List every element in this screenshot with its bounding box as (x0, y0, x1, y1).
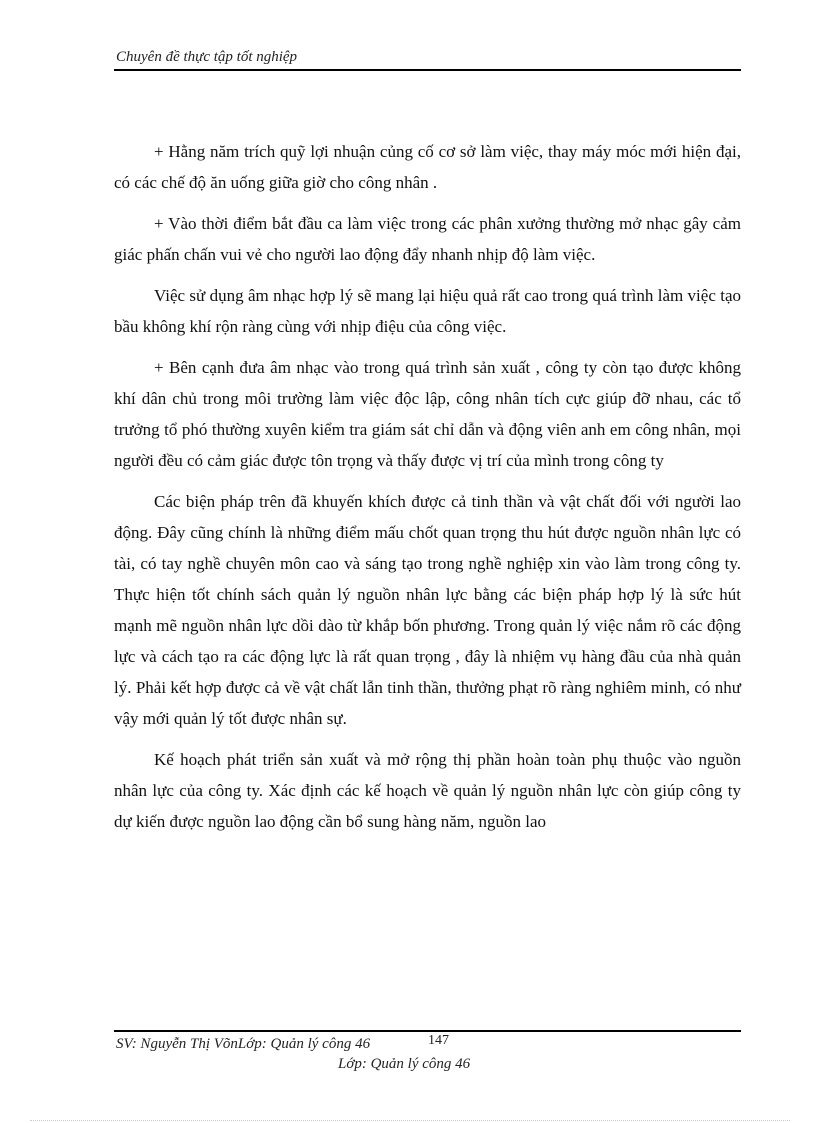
paragraph-6: Kế hoạch phát triển sản xuất và mở rộng thị phần hoàn toàn phụ thuộc vào nguồn nhân lực của công ty. Xác định các kế hoạch về quản lý nguồn nhân lực còn giúp công ty dự kiến được nguồn lao động cần bổ sung hàng năm, nguồn lao (114, 750, 741, 831)
footer-class-info: Lớp: Quản lý công 46 (338, 1056, 471, 1072)
page-header-title: Chuyên đề thực tập tốt nghiệp (116, 49, 298, 65)
footer-student-info: SV: Nguyễn Thị VõnLớp: Quản lý công 46 (116, 1036, 371, 1052)
paragraph-3: Việc sử dụng âm nhạc hợp lý sẽ mang lại hiệu quả rất cao trong quá trình làm việc tạo bầu không khí rộn ràng cùng với nhịp điệu của công việc. (114, 286, 741, 336)
paragraph-5: Các biện pháp trên đã khuyến khích được cả tinh thần và vật chất đối với người lao động. Đây cũng chính là những điểm mấu chốt quan trọng thu hút được nguồn nhân lực có tài, có tay nghề chuyên môn cao và sáng tạo trong nghề nghiệp xin vào làm trong công ty. Thực hiện tốt chính sách quản lý nguồn nhân lực bằng các biện pháp hợp lý là sức hút mạnh mẽ nguồn nhân lực dồi dào từ khắp bốn phương. Trong quản lý việc nắm rõ các động lực và cách tạo ra các động lực là rất quan trọng , đây là nhiệm vụ hàng đầu của nhà quản lý. Phải kết hợp được cả về vật chất lẫn tinh thần, thưởng phạt rõ ràng nghiêm minh, có như vậy mới quản lý tốt được nhân sự. (114, 492, 741, 728)
document-body (114, 136, 741, 837)
paragraph-1: + Hằng năm trích quỹ lợi nhuận củng cố cơ sở làm việc, thay máy móc mới hiện đại, có các chế độ ăn uống giữa giờ cho công nhân . (114, 142, 741, 192)
footer-rule (114, 1030, 741, 1032)
page-number: 147 (428, 1033, 449, 1048)
paragraph-2: + Vào thời điểm bắt đầu ca làm việc trong các phân xưởng thường mở nhạc gây cảm giác phấn chấn vui vẻ cho người lao động đẩy nhanh nhịp độ làm việc. (114, 214, 741, 264)
page-bottom-border (30, 1120, 790, 1121)
header-rule (114, 69, 741, 71)
paragraph-4: + Bên cạnh đưa âm nhạc vào trong quá trình sản xuất , công ty còn tạo được không khí dân chủ trong môi trường làm việc độc lập, công nhân tích cực giúp đỡ nhau, các tổ trưởng tổ phó thường xuyên kiểm tra giám sát chỉ dẫn và động viên anh em công nhân, mọi người đều có cảm giác được tôn trọng và thấy được vị trí của mình trong công ty (114, 358, 741, 470)
